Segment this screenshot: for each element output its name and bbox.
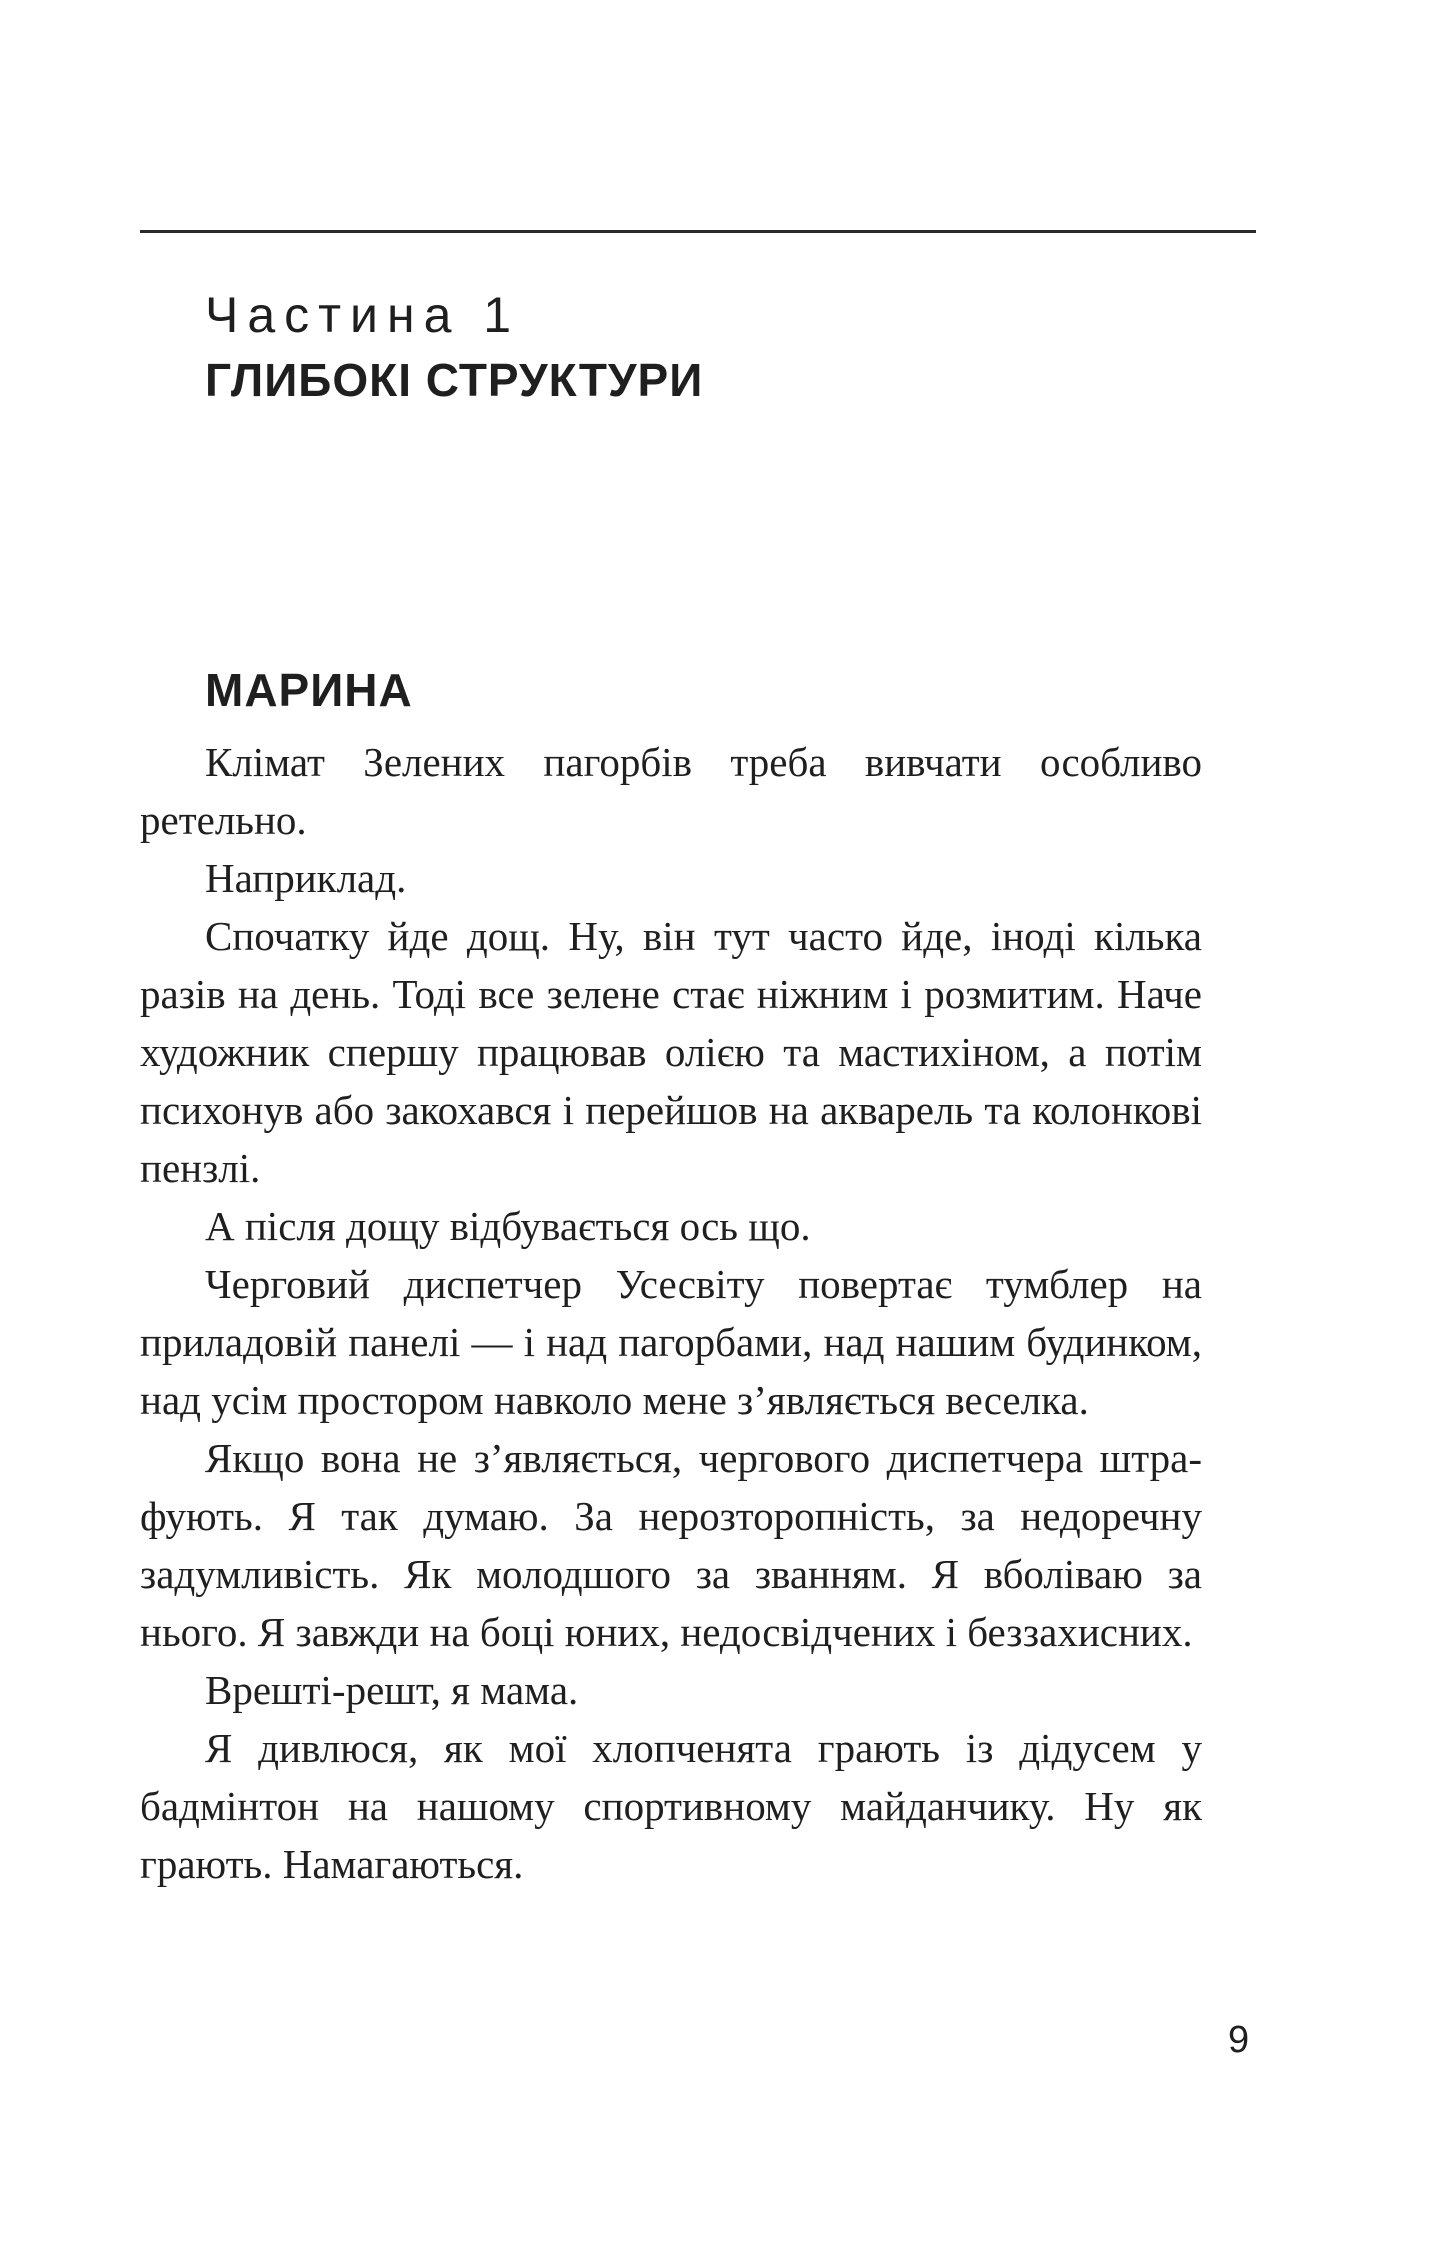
header-rule <box>140 230 1256 233</box>
page-number: 9 <box>1228 2019 1250 2061</box>
paragraph: Клімат Зелених пагорбів треба вивчати особливо ретельно. <box>140 739 1202 843</box>
body-text <box>140 733 1202 1893</box>
paragraph: А після дощу відбувається ось що. <box>205 1203 811 1249</box>
part-title: ГЛИБОКІ СТРУКТУРИ <box>205 354 704 406</box>
paragraph: Черговий диспетчер Усесвіту повертає тумблер на приладовій панелі — і над пагорбами, над нашим будинком, над усім простором навколо мене з’являється веселка. <box>140 1261 1202 1423</box>
chapter-title: МАРИНА <box>205 664 413 716</box>
paragraph: Врешті-решт, я мама. <box>205 1667 579 1713</box>
paragraph: Наприклад. <box>205 855 407 901</box>
paragraph: Я дивлюся, як мої хлопченята грають із дідусем у бадмінтон на нашому спортивному майданчику. Ну як грають. Намагаються. <box>140 1725 1202 1887</box>
paragraph: Спочатку йде дощ. Ну, він тут часто йде, іноді кілька разів на день. Тоді все зелене стає ніжним і розмитим. Наче художник спершу працював олією та мастихіном, а потім психонув або закохався і перейшов на акварель та колонкові пензлі. <box>140 913 1202 1191</box>
part-label: Частина 1 <box>205 287 521 343</box>
paragraph: Якщо вона не з’являється, чергового диспетчера штрафують. Я так думаю. За нерозторопність, за недоречну задумливість. Як молодшого за званням. Я вболіваю за нього. Я завжди на боці юних, недосвідчених і беззахисних. <box>140 1435 1202 1655</box>
